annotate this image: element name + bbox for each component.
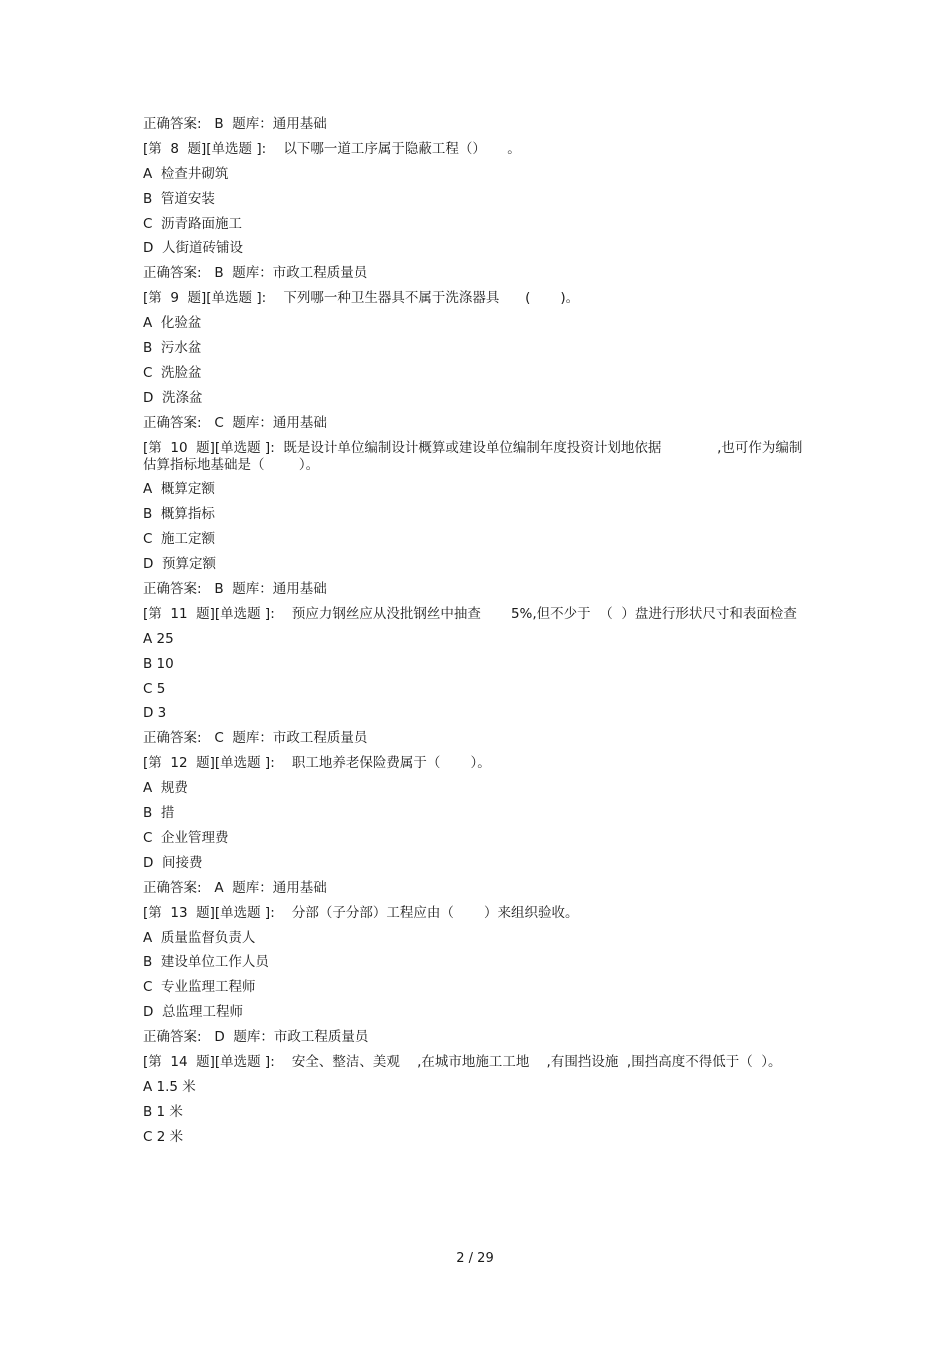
question-stem: [第 8 题][单选题 ]: 以下哪一道工序属于隐蔽工程（） 。 xyxy=(143,140,521,157)
answer-line: 正确答案: A 题库：通用基础 xyxy=(143,879,327,896)
question-stem: [第 11 题][单选题 ]: 预应力钢丝应从没批钢丝中抽查 5%,但不少于 （ ）盘进行形状尺寸和表面检查 xyxy=(143,605,797,622)
question-stem: [第 14 题][单选题 ]: 安全、整洁、美观 ,在城市地施工工地 ,有围挡设施 ,围挡高度不得低于（ ）。 xyxy=(143,1053,782,1070)
option-item: B 10 xyxy=(143,655,174,672)
option-item: D 3 xyxy=(143,705,167,722)
option-item: C 专业监理工程师 xyxy=(143,979,256,996)
page-number: 2 / 29 xyxy=(456,1251,494,1266)
answer-line: 正确答案: C 题库：市政工程质量员 xyxy=(143,730,368,747)
option-item: D 洗涤盆 xyxy=(143,389,203,406)
option-item: C 施工定额 xyxy=(143,531,216,548)
option-item: A 质量监督负责人 xyxy=(143,929,256,946)
option-item: C 企业管理费 xyxy=(143,829,229,846)
option-item: D 人街道砖铺设 xyxy=(143,240,243,257)
option-item: A 化验盆 xyxy=(143,315,202,332)
option-item: A 1.5 米 xyxy=(143,1078,196,1095)
question-stem: [第 10 题][单选题 ]: 既是设计单位编制设计概算或建设单位编制年度投资计划地依据 ,也可作为编制估算指标地基础是（ ）。 xyxy=(143,439,803,473)
option-item: D 总监理工程师 xyxy=(143,1004,243,1021)
option-item: B 措 xyxy=(143,805,175,822)
answer-line: 正确答案: B 题库：通用基础 xyxy=(143,581,327,598)
option-item: B 概算指标 xyxy=(143,506,215,523)
option-item: D 预算定额 xyxy=(143,556,216,573)
option-item: A 检查井砌筑 xyxy=(143,165,229,182)
option-item: B 建设单位工作人员 xyxy=(143,954,269,971)
question-stem: [第 12 题][单选题 ]: 职工地养老保险费属于（ ）。 xyxy=(143,755,491,772)
answer-line: 正确答案: D 题库：市政工程质量员 xyxy=(143,1029,369,1046)
option-item: D 间接费 xyxy=(143,854,203,871)
option-item: C 5 xyxy=(143,680,166,697)
question-stem: [第 9 题][单选题 ]: 下列哪一种卫生器具不属于洗涤器具 ( )。 xyxy=(143,290,580,307)
option-item: A 概算定额 xyxy=(143,481,215,498)
option-item: A 规费 xyxy=(143,780,188,797)
option-item: B 1 米 xyxy=(143,1103,183,1120)
option-item: C 洗脸盆 xyxy=(143,364,202,381)
option-item: B 管道安装 xyxy=(143,190,215,207)
option-item: C 2 米 xyxy=(143,1128,184,1145)
option-item: C 沥青路面施工 xyxy=(143,215,243,232)
question-list xyxy=(143,116,808,1154)
question-stem: [第 13 题][单选题 ]: 分部（子分部）工程应由（ ）来组织验收。 xyxy=(143,904,579,921)
answer-line: 正确答案: B 题库：市政工程质量员 xyxy=(143,265,368,282)
option-item: B 污水盆 xyxy=(143,340,202,357)
option-item: A 25 xyxy=(143,630,174,647)
answer-line: 正确答案: B 题库：通用基础 xyxy=(143,116,327,132)
answer-line: 正确答案: C 题库：通用基础 xyxy=(143,414,327,431)
